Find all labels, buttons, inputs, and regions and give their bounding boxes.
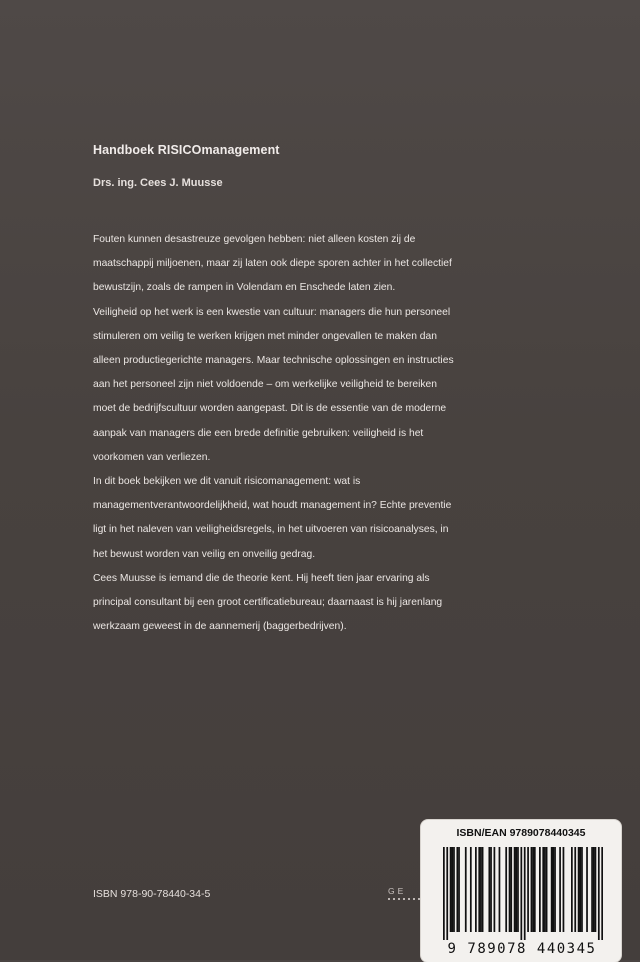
blurb-line: voorkomen van verliezen. xyxy=(93,451,211,463)
barcode-bar xyxy=(598,847,600,940)
book-author: Drs. ing. Cees J. Muusse xyxy=(93,177,223,189)
barcode-bar xyxy=(494,847,496,932)
barcode-bar xyxy=(546,847,548,932)
blurb-line: maatschappij miljoenen, maar zij laten ook diepe sporen achter in het collectief xyxy=(93,258,452,270)
barcode-bar xyxy=(514,847,516,932)
barcode-bar xyxy=(450,847,452,932)
blurb-line: Cees Muusse is iemand die de theorie kent. Hij heeft tien jaar ervaring als xyxy=(93,572,430,584)
blurb-line: het bewust worden van veilig en onveilig gedrag. xyxy=(93,548,316,560)
blurb-line: werkzaam geweest in de aannemerij (baggerbedrijven). xyxy=(93,621,347,633)
ean-header: ISBN/EAN 9789078440345 xyxy=(456,827,586,839)
barcode-bar xyxy=(539,847,541,932)
barcode-digits: 9 789078 440345 xyxy=(447,941,597,957)
barcode-bar xyxy=(559,847,561,932)
barcode-bar xyxy=(524,847,526,940)
barcode-bar xyxy=(593,847,595,932)
barcode-bar xyxy=(465,847,467,932)
blurb-line: aan het personeel zijn niet voldoende – om werkelijke veiligheid te bereiken xyxy=(93,379,438,391)
barcode-bar xyxy=(601,847,603,940)
blurb-paragraph xyxy=(93,567,538,640)
barcode-bar xyxy=(482,847,484,932)
blurb-line: ligt in het naleven van veiligheidsregels, in het uitvoeren van risicoanalyses, in xyxy=(93,524,449,536)
barcode-bar xyxy=(552,847,554,932)
barcode xyxy=(443,847,603,940)
blurb-line: moet de bedrijfscultuur worden aangepast. Dit is de essentie van de moderne xyxy=(93,403,447,415)
blurb-paragraph xyxy=(93,470,538,567)
blurb-line: alleen productiegerichte managers. Maar technische oplossingen en instructies xyxy=(93,355,454,367)
barcode-bar xyxy=(551,847,553,932)
barcode-bar xyxy=(595,847,597,932)
book-title: Handboek RISICOmanagement xyxy=(93,143,280,157)
blurb-paragraph xyxy=(93,301,538,470)
barcode-bar xyxy=(443,847,445,940)
blurb-line: Veiligheid op het werk is een kwestie van cultuur: managers die hun personeel xyxy=(93,306,451,318)
barcode-bar xyxy=(591,847,593,932)
barcode-bar xyxy=(478,847,480,932)
barcode-bar xyxy=(531,847,533,932)
barcode-bar xyxy=(574,847,576,932)
barcode-bar xyxy=(579,847,581,932)
barcode-bar xyxy=(515,847,517,932)
barcode-bar xyxy=(544,847,546,932)
publisher-logo: GE xyxy=(388,886,407,896)
barcode-bar xyxy=(563,847,565,932)
barcode-sticker xyxy=(421,820,621,962)
barcode-bar xyxy=(571,847,573,932)
barcode-bar xyxy=(505,847,507,932)
blurb-line: In dit boek bekijken we dit vanuit risicomanagement: wat is xyxy=(93,476,361,488)
barcode-bar xyxy=(542,847,544,932)
publisher-logo-subline xyxy=(388,898,420,900)
barcode-bars xyxy=(443,847,603,940)
blurb-line: stimuleren om veilig te werken krijgen met minder ongevallen te maken dan xyxy=(93,330,437,342)
blurb-line: managementverantwoordelijkheid, wat houdt management in? Echte preventie xyxy=(93,500,452,512)
barcode-bar xyxy=(517,847,519,932)
barcode-bar xyxy=(453,847,455,932)
barcode-bar xyxy=(532,847,534,932)
barcode-bar xyxy=(470,847,472,932)
barcode-bar xyxy=(578,847,580,932)
barcode-bar xyxy=(581,847,583,932)
blurb-line: aanpak van managers die een brede definitie gebruiken: veiligheid is het xyxy=(93,427,424,439)
barcode-bar xyxy=(554,847,556,932)
barcode-bar xyxy=(488,847,490,932)
barcode-bar xyxy=(586,847,588,932)
barcode-bar xyxy=(534,847,536,932)
barcode-bar xyxy=(499,847,501,932)
blurb-line: principal consultant bij een groot certificatiebureau; daarnaast is hij jarenlang xyxy=(93,597,443,609)
barcode-bar xyxy=(446,847,448,940)
barcode-bar xyxy=(510,847,512,932)
isbn-number: ISBN 978-90-78440-34-5 xyxy=(93,888,211,900)
blurb-line: bewustzijn, zoals de rampen in Volendam en Enschede laten zien. xyxy=(93,282,396,294)
barcode-bar xyxy=(475,847,477,932)
barcode-bar xyxy=(480,847,482,932)
barcode-bar xyxy=(458,847,460,932)
barcode-bar xyxy=(520,847,522,940)
blurb xyxy=(93,228,538,639)
barcode-bar xyxy=(509,847,511,932)
barcode-bar xyxy=(456,847,458,932)
barcode-bar xyxy=(451,847,453,932)
blurb-paragraph xyxy=(93,228,538,301)
barcode-bar xyxy=(527,847,529,932)
barcode-bar xyxy=(490,847,492,932)
blurb-line: Fouten kunnen desastreuze gevolgen hebben: niet alleen kosten zij de xyxy=(93,234,416,245)
